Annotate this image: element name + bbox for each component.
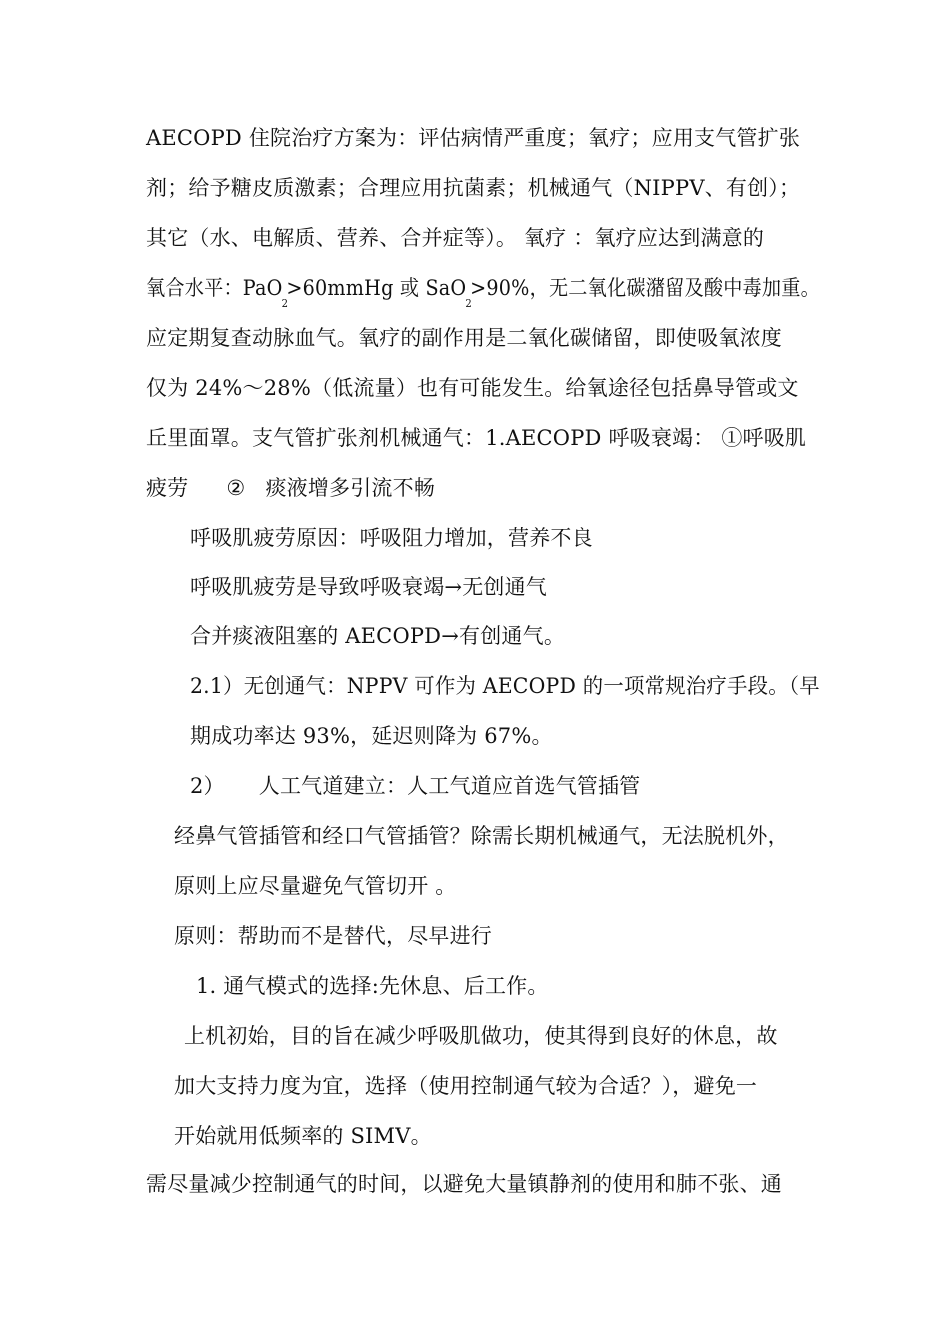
line14-segment-a: 2） <box>190 774 225 798</box>
text-line-2: 剂；给予糖皮质激素；合理应用抗菌素；机械通气（NIPPV、有创）； <box>146 176 801 200</box>
text-line-21: 开始就用低频率的 SIMV。 <box>174 1124 432 1148</box>
line8-segment-a: 疲劳 <box>146 476 189 500</box>
text-line-6: 仅为 24%～28%（低流量）也有可能发生。给氧途径包括鼻导管或文 <box>146 376 799 400</box>
text-line-22: 需尽量减少控制通气的时间，以避免大量镇静剂的使用和肺不张、通 <box>146 1172 782 1196</box>
text-line-17: 原则：帮助而不是替代，尽早进行 <box>174 924 492 948</box>
sao2-subscript: 2 <box>465 297 472 310</box>
text-line-5: 应定期复查动脉血气。氧疗的副作用是二氧化碳储留，即使吸氧浓度 <box>146 326 782 350</box>
text-line-18: 1. 通气模式的选择:先休息、后工作。 <box>196 974 549 998</box>
text-line-7: 丘里面罩。支气管扩张剂机械通气：1.AECOPD 呼吸衰竭： ①呼吸肌 <box>146 426 807 450</box>
line4-segment-b: >60mmHg 或 SaO <box>286 276 467 300</box>
text-line-14 <box>190 772 640 800</box>
line8-segment-c: 痰液增多引流不畅 <box>265 476 436 500</box>
text-line-9: 呼吸肌疲劳原因：呼吸阻力增加，营养不良 <box>190 526 593 550</box>
text-line-4 <box>146 274 821 310</box>
text-line-20: 加大支持力度为宜，选择（使用控制通气较为合适？），避免一 <box>174 1074 758 1098</box>
text-line-15: 经鼻气管插管和经口气管插管？除需长期机械通气，无法脱机外， <box>174 824 789 848</box>
pao2-subscript: 2 <box>281 297 289 310</box>
text-line-3: 其它（水、电解质、营养、合并症等）。 氧疗 ：氧疗应达到满意的 <box>146 226 765 250</box>
line4-segment-c: >90%，无二氧化碳潴留及酸中毒加重。 <box>470 276 821 300</box>
text-line-10: 呼吸肌疲劳是导致呼吸衰竭→无创通气 <box>190 575 547 599</box>
text-line-16: 原则上应尽量避免气管切开 。 <box>174 874 457 898</box>
text-line-1: AECOPD 住院治疗方案为：评估病情严重度；氧疗；应用支气管扩张 <box>146 126 801 150</box>
line14-segment-b: 人工气道建立：人工气道应首选气管插管 <box>258 774 641 798</box>
text-line-11: 合并痰液阻塞的 AECOPD→有创通气。 <box>190 624 566 648</box>
text-line-8 <box>146 474 435 502</box>
text-line-13: 期成功率达 93%，延迟则降为 67%。 <box>190 724 553 748</box>
line4-segment-a: 氧合水平：PaO <box>146 276 283 300</box>
text-line-12: 2.1）无创通气：NPPV 可作为 AECOPD 的一项常规治疗手段。（早 <box>190 674 820 698</box>
text-line-19: 上机初始，目的旨在减少呼吸肌做功，使其得到良好的休息，故 <box>184 1024 778 1048</box>
line8-marker: ② <box>226 476 246 500</box>
